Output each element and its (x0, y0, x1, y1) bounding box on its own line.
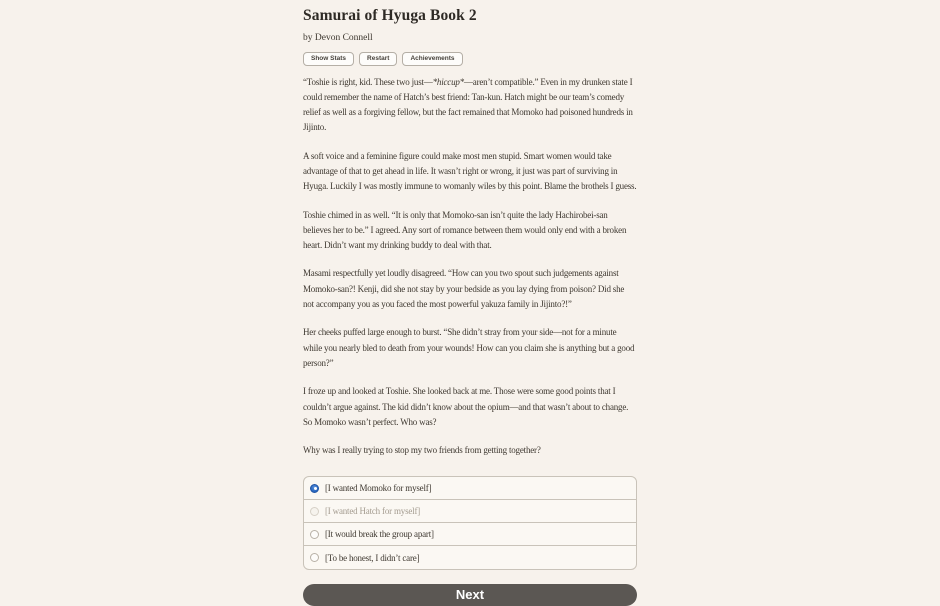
radio-icon[interactable] (310, 553, 319, 562)
story-paragraph: Masami respectfully yet loudly disagreed. “How can you two spout such judgements against Momoko-san?! Kenji, did she not stay by your bedside as you lay dying from poison? Did she not accompany you as you faced the most powerful yakuza family in Jijinto?!” (303, 268, 625, 310)
story-paragraph-text: —aren’t compatible.” Even in my drunken state I could remember the name of Hatch’s best friend: Tan-kun. Hatch might be our team’s comedy relief as well as a forgiving fellow, but the fact remained that Momoko had poisoned hundreds in Jijinto. (303, 76, 633, 133)
page-title: Samurai of Hyuga Book 2 (303, 7, 477, 24)
radio-icon[interactable] (310, 507, 319, 516)
toolbar (303, 52, 637, 66)
story-question: Why was I really trying to stop my two friends from getting together? (303, 445, 541, 456)
choice-option-label: [It would break the group apart] (325, 529, 434, 540)
story-column (303, 0, 637, 606)
choice-option-didnt-care[interactable] (304, 546, 636, 569)
story-paragraph: Toshie chimed in as well. “It is only that Momoko-san isn’t quite the lady Hachirobei-san believes her to be.” I agreed. Any sort of romance between them would only end with a broken heart. Didn’t want my drinking buddy to deal with that. (303, 209, 627, 251)
show-stats-button[interactable]: Show Stats (303, 52, 354, 66)
story-paragraph: A soft voice and a feminine figure could make most men stupid. Smart women would take advantage of that to get ahead in life. It wasn’t right or wrong, it just was part of surviving in Hyuga. Luckily I was mostly immune to womanly wiles by this point. Blame the brothels I guess. (303, 150, 637, 192)
achievements-button[interactable]: Achievements (402, 52, 462, 66)
story-paragraph-italic: *hiccup* (432, 76, 464, 87)
choice-option-label: [I wanted Hatch for myself] (325, 506, 421, 517)
radio-icon[interactable] (310, 530, 319, 539)
choice-group (303, 476, 637, 570)
author-byline: by Devon Connell (303, 33, 373, 43)
story-paragraph-text: “Toshie is right, kid. These two just— (303, 76, 433, 87)
choice-option-group-apart[interactable] (304, 523, 636, 546)
next-button[interactable]: Next (303, 584, 637, 606)
choice-option-momoko[interactable] (304, 477, 636, 500)
story-paragraph: I froze up and looked at Toshie. She looked back at me. Those were some good points that I couldn’t argue against. The kid didn’t know about the opium—and that wasn’t about to change. So Momoko wasn’t perfect. Who was? (303, 386, 629, 427)
choice-option-label: [To be honest, I didn’t care] (325, 552, 420, 563)
choice-option-hatch[interactable] (304, 500, 636, 523)
radio-icon[interactable] (310, 484, 319, 493)
restart-button[interactable]: Restart (359, 52, 397, 66)
story-text (303, 75, 637, 459)
story-paragraph (303, 75, 637, 136)
choice-option-label: [I wanted Momoko for myself] (325, 483, 432, 494)
story-paragraph: Her cheeks puffed large enough to burst. “She didn’t stray from your side—not for a minute while you nearly bled to death from your wounds! How can you claim she is anything but a good person?” (303, 327, 635, 368)
